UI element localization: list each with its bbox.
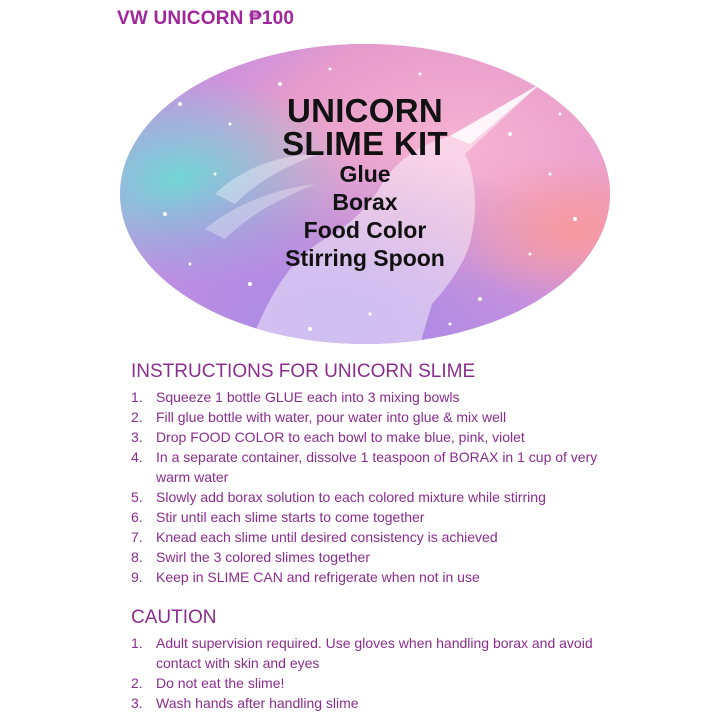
list-item-text: Adult supervision required. Use gloves when handling borax and avoid contact with skin and eyes (156, 635, 593, 671)
list-number: 1. (131, 389, 143, 405)
list-number: 5. (131, 489, 143, 505)
list-item-text: Swirl the 3 colored slimes together (156, 549, 370, 565)
list-item (131, 447, 611, 487)
list-item-text: Slowly add borax solution to each colored mixture while stirring (156, 489, 546, 505)
product-title: VW UNICORN ₱100 (117, 8, 295, 29)
list-item-text: Keep in SLIME CAN and refrigerate when not in use (156, 569, 480, 585)
list-item (131, 633, 611, 673)
instructions-heading: INSTRUCTIONS FOR UNICORN SLIME (131, 361, 476, 382)
list-number: 8. (131, 549, 143, 565)
kit-title-line-1: UNICORN (286, 92, 444, 129)
list-item (131, 427, 611, 447)
list-item (131, 567, 611, 587)
list-item-text: Knead each slime until desired consistency is achieved (156, 529, 498, 545)
list-item (131, 527, 611, 547)
list-item-text: Drop FOOD COLOR to each bowl to make blue, pink, violet (156, 429, 525, 445)
instructions-list (131, 387, 611, 587)
kit-item-stirring-spoon: Stirring Spoon (285, 245, 445, 271)
caution-heading: CAUTION (131, 607, 217, 628)
list-item (131, 407, 611, 427)
kit-contents-text (120, 94, 610, 272)
kit-title-line-2: SLIME KIT (282, 125, 448, 162)
list-item-text: In a separate container, dissolve 1 teaspoon of BORAX in 1 cup of very warm water (156, 449, 598, 485)
list-item (131, 547, 611, 567)
caution-section (131, 607, 611, 713)
list-number: 3. (131, 695, 143, 711)
list-item-text: Stir until each slime starts to come together (156, 509, 425, 525)
list-item-text: Do not eat the slime! (156, 675, 285, 691)
kit-item-borax: Borax (332, 189, 398, 215)
list-item-text: Wash hands after handling slime (156, 695, 359, 711)
kit-item-food-color: Food Color (303, 217, 427, 243)
list-number: 6. (131, 509, 143, 525)
list-number: 1. (131, 635, 143, 651)
list-item (131, 387, 611, 407)
list-number: 2. (131, 409, 143, 425)
list-item (131, 487, 611, 507)
instructions-section (131, 361, 611, 587)
list-item (131, 507, 611, 527)
kit-item-glue: Glue (339, 161, 391, 187)
list-item (131, 673, 611, 693)
list-item-text: Fill glue bottle with water, pour water into glue & mix well (156, 409, 507, 425)
list-number: 2. (131, 675, 143, 691)
list-number: 3. (131, 429, 143, 445)
caution-list (131, 633, 611, 713)
list-number: 7. (131, 529, 143, 545)
list-number: 4. (131, 449, 143, 465)
list-item-text: Squeeze 1 bottle GLUE each into 3 mixing bowls (156, 389, 460, 405)
list-item (131, 693, 611, 713)
unicorn-oval-banner (120, 44, 610, 344)
list-number: 9. (131, 569, 143, 585)
